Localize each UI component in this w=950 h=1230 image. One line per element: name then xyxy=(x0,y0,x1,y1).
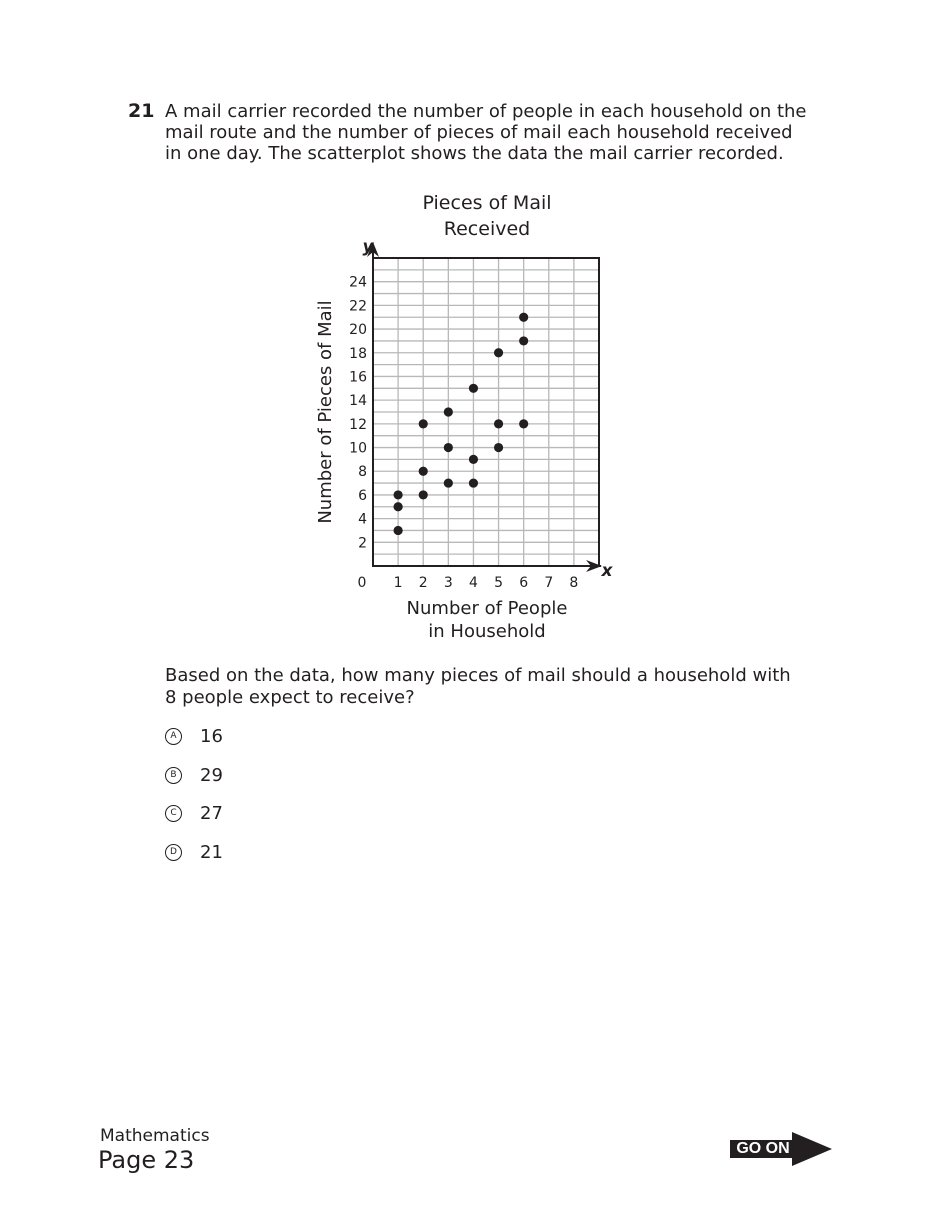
answer-choice-d[interactable] xyxy=(165,842,365,866)
data-point xyxy=(519,419,528,428)
data-point xyxy=(519,336,528,345)
y-tick-label: 4 xyxy=(358,511,367,528)
footer-page-number: Page 23 xyxy=(98,1146,195,1174)
y-tick-label: 10 xyxy=(349,440,367,457)
y-tick-label: 24 xyxy=(349,274,367,291)
x-tick-label: 8 xyxy=(569,575,579,591)
data-point xyxy=(394,490,403,499)
question-stem-line: A mail carrier recorded the number of people in each household on the xyxy=(165,101,807,122)
x-tick-label: 6 xyxy=(519,575,529,591)
y-tick-label: 18 xyxy=(349,345,367,362)
data-point xyxy=(419,490,428,499)
data-point xyxy=(444,478,453,487)
data-point xyxy=(419,419,428,428)
answer-choice-c[interactable] xyxy=(165,803,365,827)
y-tick-label: 12 xyxy=(349,416,367,433)
question-stem xyxy=(165,101,855,164)
question-number: 21 xyxy=(128,100,155,122)
go-on-arrow-icon xyxy=(792,1132,832,1166)
data-point xyxy=(394,526,403,535)
y-tick-label: 6 xyxy=(358,487,367,504)
scatterplot xyxy=(300,185,640,655)
question-stem-line: mail route and the number of pieces of mail each household received xyxy=(165,122,793,143)
data-point xyxy=(494,348,503,357)
question-stem-line: in one day. The scatterplot shows the data the mail carrier recorded. xyxy=(165,143,784,164)
y-axis-letter: y xyxy=(362,237,374,257)
data-point xyxy=(494,443,503,452)
data-point xyxy=(444,443,453,452)
data-point xyxy=(469,455,478,464)
question-prompt-line: 8 people expect to receive? xyxy=(165,687,415,708)
y-tick-labels xyxy=(349,275,367,552)
data-point xyxy=(419,467,428,476)
question-prompt xyxy=(165,665,845,709)
x-tick-labels xyxy=(394,575,579,591)
x-tick-label: 3 xyxy=(443,575,453,591)
answer-value-d: 21 xyxy=(200,842,223,863)
answer-bubble-a[interactable]: A xyxy=(165,728,182,745)
data-point xyxy=(519,313,528,322)
answer-value-c: 27 xyxy=(200,803,223,824)
chart-title-line: Pieces of Mail xyxy=(422,192,552,214)
x-tick-label: 2 xyxy=(418,575,428,591)
answer-bubble-d[interactable]: D xyxy=(165,844,182,861)
x-axis-label-line: Number of People xyxy=(406,598,568,619)
data-point xyxy=(444,407,453,416)
go-on-label: GO ON xyxy=(730,1140,796,1158)
data-point xyxy=(494,419,503,428)
question-prompt-line: Based on the data, how many pieces of mail should a household with xyxy=(165,665,791,686)
answer-value-b: 29 xyxy=(200,765,223,786)
y-tick-label: 8 xyxy=(358,464,367,481)
y-tick-label: 2 xyxy=(358,535,367,552)
answer-value-a: 16 xyxy=(200,726,223,747)
y-tick-label: 20 xyxy=(349,322,367,339)
y-axis-label: Number of Pieces of Mail xyxy=(315,300,336,524)
answer-choice-a[interactable] xyxy=(165,726,365,750)
chart-title-line: Received xyxy=(443,218,531,240)
x-axis-label-line: in Household xyxy=(428,621,546,642)
x-tick-label: 7 xyxy=(544,575,554,591)
origin-label: 0 xyxy=(357,575,367,591)
answer-choice-b[interactable] xyxy=(165,765,365,789)
x-tick-label: 4 xyxy=(468,575,478,591)
go-on-button[interactable] xyxy=(730,1132,832,1166)
y-tick-label: 22 xyxy=(349,298,367,315)
answer-bubble-c[interactable]: C xyxy=(165,805,182,822)
data-point xyxy=(469,384,478,393)
chart-grid xyxy=(373,258,599,566)
answer-bubble-b[interactable]: B xyxy=(165,767,182,784)
y-tick-label: 16 xyxy=(349,369,367,386)
y-tick-label: 14 xyxy=(349,393,367,410)
chart-axes xyxy=(367,242,602,572)
data-point xyxy=(469,478,478,487)
x-tick-label: 1 xyxy=(393,575,403,591)
x-tick-label: 5 xyxy=(494,575,504,591)
x-axis-letter: x xyxy=(601,561,613,581)
footer-subject: Mathematics xyxy=(100,1126,210,1146)
data-point xyxy=(394,502,403,511)
